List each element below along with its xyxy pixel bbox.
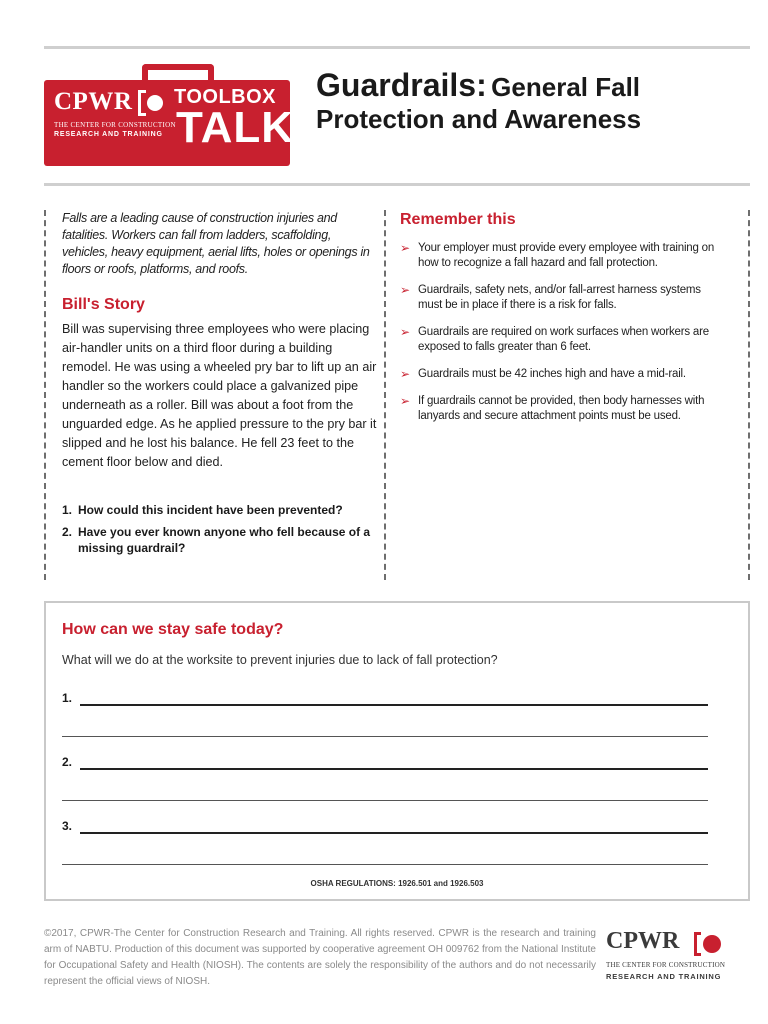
title-rest: General Fall [491, 72, 641, 102]
list-item [400, 283, 720, 313]
stay-safe-heading: How can we stay safe today? [62, 621, 284, 638]
arrow-bullet-icon: ➢ [400, 241, 410, 255]
remember-item-text: Your employer must provide every employee with training on how to recognize a fall hazard and fall protection. [418, 242, 715, 269]
osha-regulations: OSHA REGULATIONS: 1926.501 and 1926.503 [310, 879, 484, 888]
top-rule [44, 46, 750, 49]
answer-number-2: 2. [62, 755, 73, 769]
logo-talk: TALK [176, 103, 295, 152]
remember-item-text: If guardrails cannot be provided, then body harnesses with lanyards and secure attachment points must be used. [418, 395, 705, 422]
bills-story-heading: Bill's Story [62, 296, 145, 313]
column-divider-right [748, 210, 750, 580]
cpwr-mark-icon [138, 90, 160, 116]
arrow-bullet-icon: ➢ [400, 367, 410, 381]
answer-number-3: 3. [62, 819, 73, 833]
footer-cpwr-logo [606, 928, 736, 984]
arrow-bullet-icon: ➢ [400, 394, 410, 408]
remember-item-text: Guardrails, safety nets, and/or fall-arrest harness systems must be in place if there is a risk for falls. [418, 284, 701, 311]
answer-line-3[interactable] [80, 832, 708, 834]
bills-story-text: Bill was supervising three employees who were placing air-handler units on a third floor during a building remodel. He was using a wheeled pry bar to lift up an air handler so the workers could place a galvanized pipe underneath as a roller. Bill was about a foot from the unguarded edge. As he applied pressure to the pry bar it slipped and he lost his balance. He fell 23 feet to the cement floor below and died. [62, 322, 377, 469]
intro-text: Falls are a leading cause of construction injuries and fatalities. Workers can fall from ladders, scaffolding, vehicles, heavy equipment, aerial lifts, holes or openings in floors or roofs, platforms, and roofs. [62, 211, 370, 276]
copyright-footer: ©2017, CPWR-The Center for Construction Research and Training. All rights reserved. CPWR is the research and training arm of NABTU. Production of this document was supported by cooperative agreement OH 009762 from the National Institute for Occupational Safety and Health (NIOSH). The contents are solely the responsibility of the authors and do not necessarily represent the official views of NIOSH. [44, 928, 596, 987]
column-divider-left [44, 210, 46, 580]
question-text: How could this incident have been prevented? [78, 503, 343, 517]
discussion-questions [62, 502, 378, 562]
arrow-bullet-icon: ➢ [400, 325, 410, 339]
list-item [400, 241, 720, 271]
stay-safe-box [44, 601, 750, 901]
answer-line-1[interactable] [80, 704, 708, 706]
page-title [316, 68, 756, 135]
logo-toolbox: TOOLBOX [174, 86, 277, 108]
cpwr-toolbox-talk-logo [44, 64, 295, 166]
title-line2: Protection and Awareness [316, 104, 642, 134]
answer-number-1: 1. [62, 691, 73, 705]
remember-list [400, 241, 720, 436]
answer-line-2[interactable] [80, 768, 708, 770]
footer-logo-subtitle-2: RESEARCH AND TRAINING [606, 972, 722, 981]
footer-logo-brand: CPWR [606, 928, 680, 954]
logo-subtitle-1: THE CENTER FOR CONSTRUCTION [54, 121, 176, 129]
remember-item-text: Guardrails are required on work surfaces when workers are exposed to falls greater than 6 feet. [418, 326, 709, 353]
stay-safe-question: What will we do at the worksite to prevent injuries due to lack of fall protection? [62, 653, 498, 667]
list-item [400, 367, 720, 382]
cpwr-mark-icon [694, 932, 724, 956]
question-number: 2. [62, 525, 73, 539]
question-number: 1. [62, 503, 73, 517]
footer-logo-subtitle-1: THE CENTER FOR CONSTRUCTION [606, 961, 726, 969]
question-text: Have you ever known anyone who fell because of a missing guardrail? [78, 525, 371, 555]
remember-item-text: Guardrails must be 42 inches high and have a mid-rail. [418, 368, 686, 380]
header-rule [44, 183, 750, 186]
question-item [62, 524, 378, 556]
title-main: Guardrails: [316, 67, 487, 103]
list-item [400, 394, 720, 424]
remember-heading: Remember this [400, 211, 516, 228]
logo-subtitle-2: RESEARCH AND TRAINING [54, 131, 163, 138]
answer-line-2b[interactable] [62, 800, 708, 801]
answer-line-1b[interactable] [62, 736, 708, 737]
logo-brand: CPWR [54, 88, 133, 115]
answer-line-3b[interactable] [62, 864, 708, 865]
column-divider-middle [384, 210, 386, 580]
arrow-bullet-icon: ➢ [400, 283, 410, 297]
list-item [400, 325, 720, 355]
question-item [62, 502, 378, 518]
